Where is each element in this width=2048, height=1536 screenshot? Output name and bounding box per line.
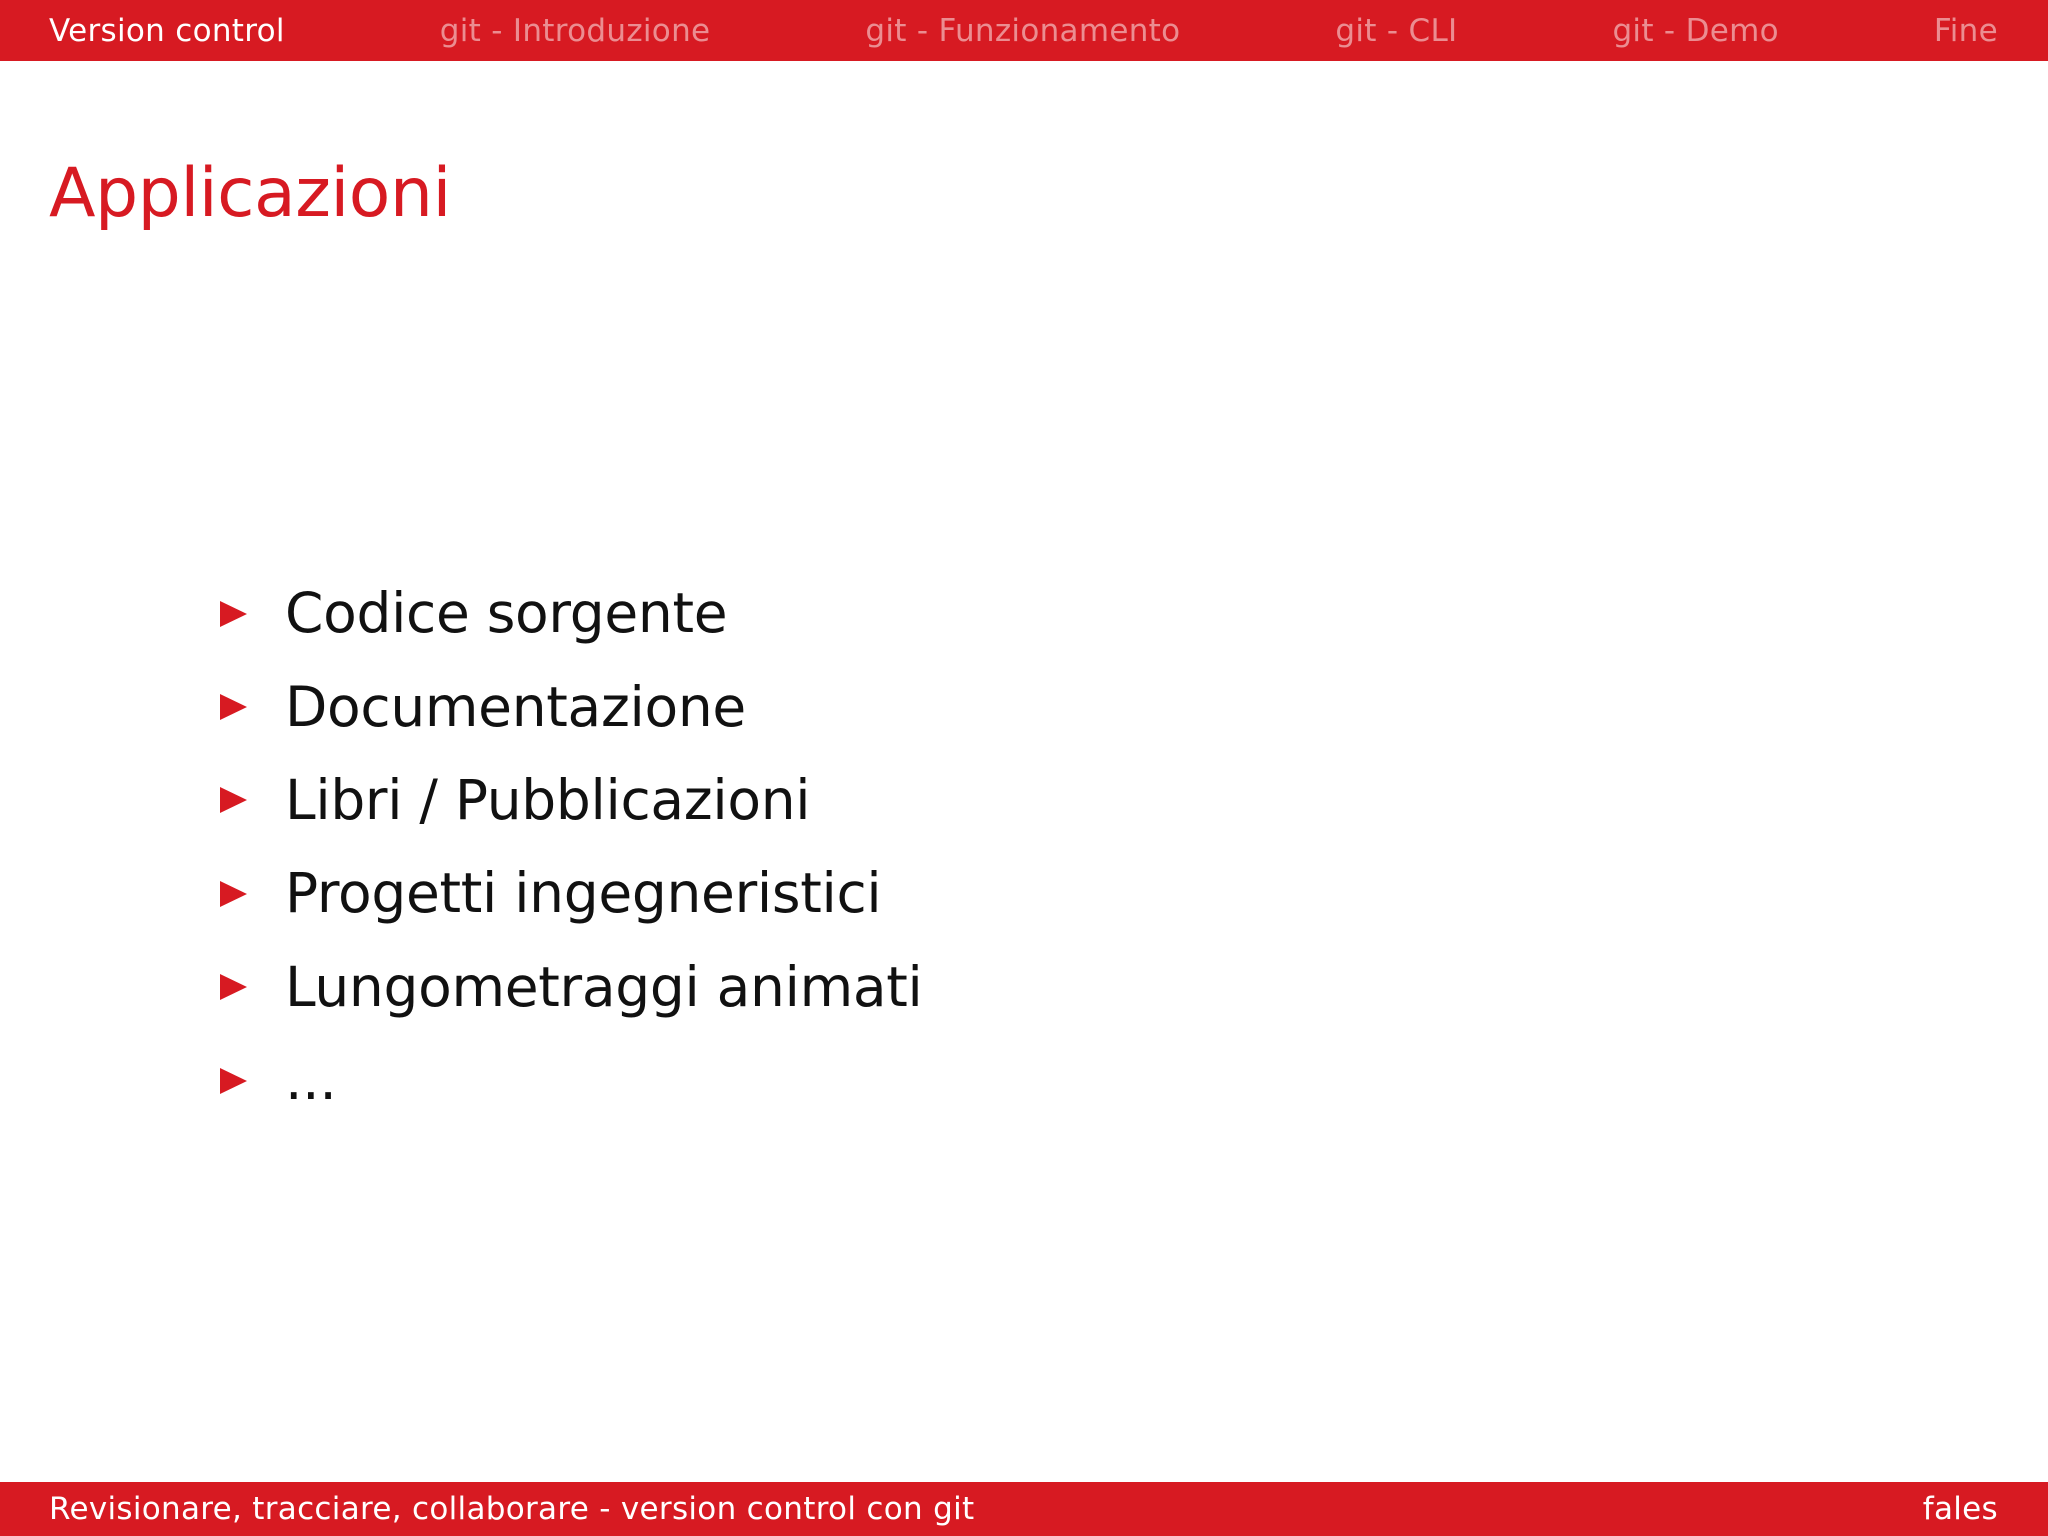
list-item bbox=[220, 754, 923, 847]
footer-bar bbox=[0, 1482, 2048, 1536]
slide-title: Applicazioni bbox=[49, 154, 451, 233]
nav-section-git-cli[interactable]: git - CLI bbox=[1335, 12, 1458, 49]
triangle-right-icon bbox=[220, 601, 247, 627]
list-item bbox=[220, 1034, 923, 1127]
triangle-right-icon bbox=[220, 881, 247, 907]
list-item bbox=[220, 941, 923, 1034]
nav-section-version-control[interactable]: Version control bbox=[49, 12, 285, 49]
bullet-text: Documentazione bbox=[285, 674, 746, 739]
footer-author: fales bbox=[1922, 1491, 1998, 1527]
bullet-list bbox=[220, 567, 923, 1127]
list-item bbox=[220, 660, 923, 753]
nav-section-git-demo[interactable]: git - Demo bbox=[1612, 12, 1779, 49]
triangle-right-icon bbox=[220, 1068, 247, 1094]
nav-section-fine[interactable]: Fine bbox=[1933, 12, 1998, 49]
bullet-text: Lungometraggi animati bbox=[285, 954, 923, 1019]
triangle-right-icon bbox=[220, 694, 247, 720]
bullet-text: Libri / Pubblicazioni bbox=[285, 767, 811, 832]
bullet-text: Progetti ingegneristici bbox=[285, 861, 882, 926]
section-navigation-bar bbox=[0, 0, 2048, 61]
bullet-text: ... bbox=[285, 1048, 337, 1113]
list-item bbox=[220, 847, 923, 940]
nav-section-git-funzionamento[interactable]: git - Funzionamento bbox=[865, 12, 1181, 49]
triangle-right-icon bbox=[220, 787, 247, 813]
list-item bbox=[220, 567, 923, 660]
nav-section-git-introduzione[interactable]: git - Introduzione bbox=[439, 12, 711, 49]
footer-presentation-title: Revisionare, tracciare, collaborare - version control con git bbox=[49, 1491, 975, 1527]
bullet-text: Codice sorgente bbox=[285, 581, 728, 646]
triangle-right-icon bbox=[220, 974, 247, 1000]
